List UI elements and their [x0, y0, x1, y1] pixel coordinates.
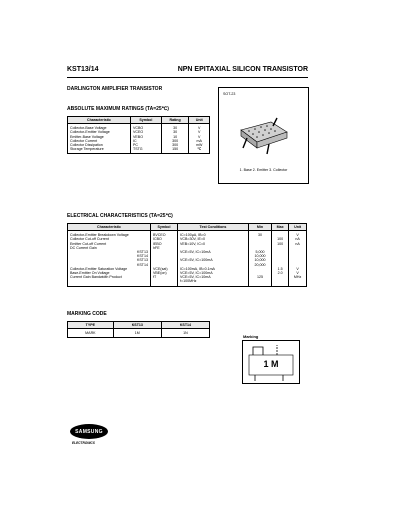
cell: VEB=10V, IC=0 [178, 242, 249, 246]
cell [151, 279, 178, 286]
cell: 10,000 [249, 254, 272, 258]
col-unit: Unit [289, 224, 307, 231]
cell: 150 [161, 147, 189, 154]
cell: 30 [249, 231, 272, 238]
col-test-conditions: Test Conditions [178, 224, 249, 231]
cell: Current Gain Bandwidth Product [68, 275, 151, 279]
cell: 1N [161, 329, 209, 338]
cell: Collector-Emitter Breakdown Voltage [68, 231, 151, 238]
table-row [68, 231, 307, 238]
cell: mW [189, 143, 210, 147]
cell: 10 [161, 135, 189, 139]
cell: VCE(sat) [151, 267, 178, 271]
cell: VEBO [131, 135, 162, 139]
cell: VCE=5V, IC=10mA [178, 250, 249, 254]
col-type: TYPE [68, 322, 114, 329]
marking-box-label: Marking [243, 334, 259, 339]
cell: 2.0 [271, 271, 288, 275]
pin-legend: 1. Base 2. Emitter 3. Collector [239, 168, 288, 172]
cell: IC=100μA, IB=0 [178, 231, 249, 238]
col-min: Min [249, 224, 272, 231]
cell: KST14 [68, 254, 151, 258]
marking-code-text: 1 M [263, 359, 279, 369]
cell [289, 279, 307, 286]
col-kst14: KST14 [161, 322, 209, 329]
table-row [68, 329, 210, 338]
cell: hFE [151, 246, 178, 250]
cell: TSTG [131, 147, 162, 154]
cell: Collector-Base Voltage [68, 124, 131, 131]
cell: VCE=5V, IC=100mA [178, 258, 249, 262]
package-name: SOT-23 [223, 92, 236, 96]
cell: PC [131, 143, 162, 147]
cell: 20,000 [249, 263, 272, 267]
col-max: Max [271, 224, 288, 231]
sot23-drawing [233, 116, 293, 158]
package-diagram [218, 87, 309, 184]
table-row [68, 147, 210, 154]
cell [271, 279, 288, 286]
cell: ICBO [151, 237, 178, 241]
cell: IEBO [151, 242, 178, 246]
cell: f=100MHz [178, 279, 249, 286]
cell: 100 [271, 237, 288, 241]
cell: V [189, 124, 210, 131]
cell: MARK [68, 329, 114, 338]
cell: Collector Cut-off Current [68, 237, 151, 241]
cell: Base-Emitter On Voltage [68, 271, 151, 275]
cell: VCE=5V, IC=10mA [178, 275, 249, 279]
col-symbol: Symbol [151, 224, 178, 231]
cell: Emitter Cut-off Current [68, 242, 151, 246]
header-rule [67, 77, 308, 78]
cell: 300 [161, 139, 189, 143]
cell: MHz [289, 275, 307, 279]
cell: VCEO [131, 130, 162, 134]
cell: DC Current Gain [68, 246, 151, 250]
cell: 30 [161, 124, 189, 131]
abs-max-title: ABSOLUTE MAXIMUM RATINGS (TA=25℃) [67, 106, 169, 112]
cell: 10,000 [249, 258, 272, 262]
cell: Storage Temperature [68, 147, 131, 154]
cell: IC [131, 139, 162, 143]
table-row [68, 279, 307, 286]
cell: 5,000 [249, 250, 272, 254]
subtitle: DARLINGTON AMPLIFIER TRANSISTOR [67, 86, 163, 92]
cell: fT [151, 275, 178, 279]
cell: VCE=5V, IC=100mA [178, 271, 249, 275]
cell: V [189, 135, 210, 139]
abs-max-table [67, 116, 210, 154]
brand-sub: ELECTRONICS [72, 441, 95, 445]
col-kst13: KST13 [113, 322, 161, 329]
cell: 1.5 [271, 267, 288, 271]
cell: Collector Current [68, 139, 131, 143]
cell: nA [289, 237, 307, 241]
cell: VCBO [131, 124, 162, 131]
cell: V [189, 130, 210, 134]
cell: Emitter-Base Voltage [68, 135, 131, 139]
cell: V [289, 271, 307, 275]
elec-title: ELECTRICAL CHARACTERISTICS (TA=25℃) [67, 213, 173, 219]
cell: 300 [161, 143, 189, 147]
cell: V [289, 267, 307, 271]
brand-logo-text: SAMSUNG [75, 428, 103, 435]
cell: IC=100mA, IB=0.1mA [178, 267, 249, 271]
document-title: NPN EPITAXIAL SILICON TRANSISTOR [177, 66, 308, 73]
cell: Collector Dissipation [68, 143, 131, 147]
cell: V [289, 231, 307, 238]
cell: 125 [249, 275, 272, 279]
part-number: KST13/14 [67, 66, 99, 73]
marking-table [67, 321, 210, 338]
cell: 30 [161, 130, 189, 134]
marking-title: MARKING CODE [67, 311, 107, 317]
col-characteristic: Characteristic [68, 117, 131, 124]
table-row [68, 124, 210, 131]
cell: VCB=30V, IE=0 [178, 237, 249, 241]
cell [271, 231, 288, 238]
cell: KST13 [68, 258, 151, 262]
cell: VBE(on) [151, 271, 178, 275]
elec-table [67, 223, 307, 287]
cell: BVCEO [151, 231, 178, 238]
cell: KST14 [68, 263, 151, 267]
brand-logo [70, 424, 108, 439]
cell [249, 279, 272, 286]
cell: KST13 [68, 250, 151, 254]
cell: ℃ [189, 147, 210, 154]
cell [68, 279, 151, 286]
cell: 100 [271, 242, 288, 246]
col-symbol: Symbol [131, 117, 162, 124]
cell: mA [189, 139, 210, 143]
cell: Collector-Emitter Voltage [68, 130, 131, 134]
col-unit: Unit [189, 117, 210, 124]
col-characteristic: Characteristic [68, 224, 151, 231]
cell: Collector-Emitter Saturation Voltage [68, 267, 151, 271]
cell: 1M [113, 329, 161, 338]
cell: nA [289, 242, 307, 246]
col-rating: Rating [161, 117, 189, 124]
marking-diagram [242, 340, 300, 384]
